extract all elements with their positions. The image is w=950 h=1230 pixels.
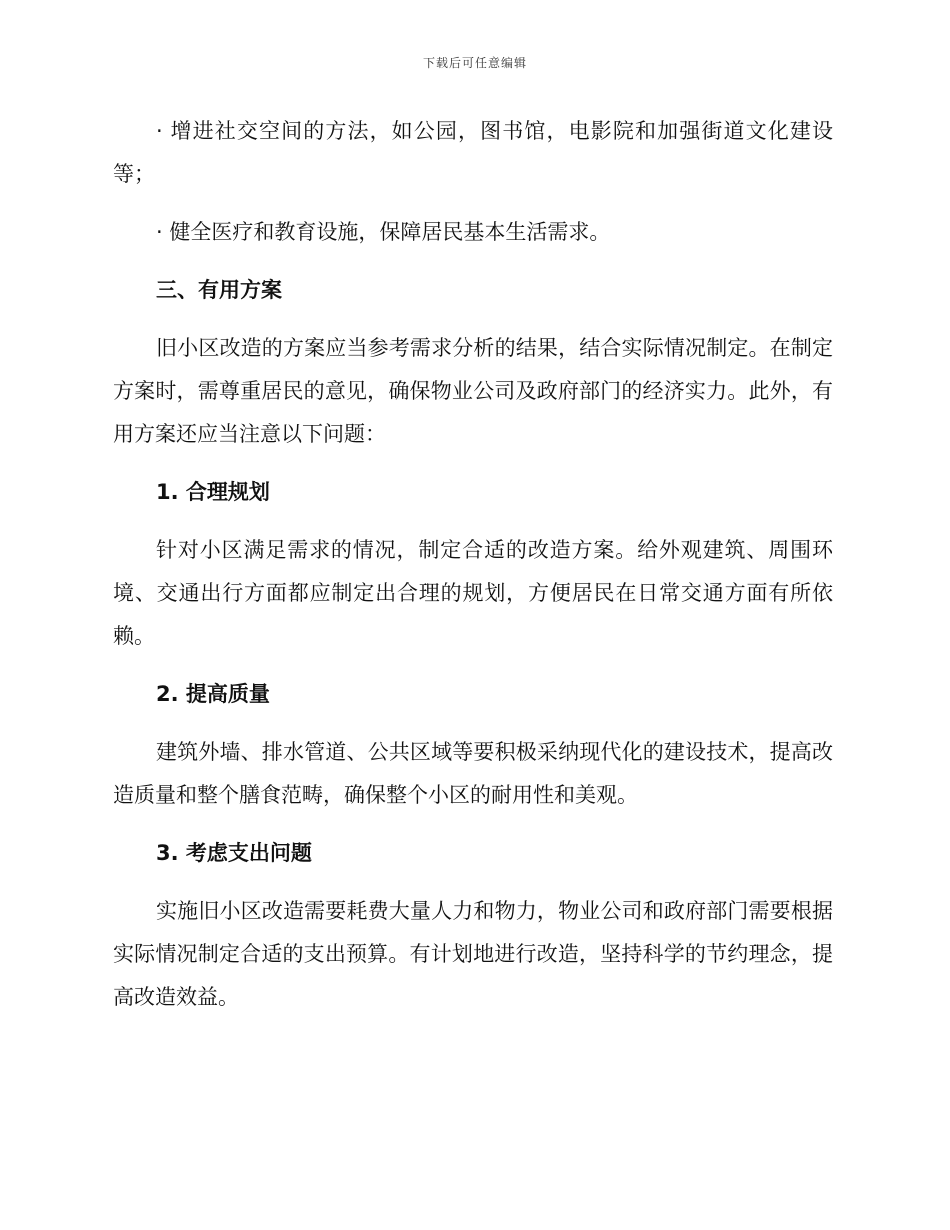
section-heading-plan: 三、有用方案 (156, 278, 282, 302)
subheading-planning: 1. 合理规划 (156, 480, 270, 504)
paragraph-quality: 建筑外墙、排水管道、公共区域等要积极采纳现代化的建设技术，提高改造质量和整个膳食范畴，确保整个小区的耐用性和美观。 (113, 740, 833, 807)
bullet-medical-education: · 健全医疗和教育设施，保障居民基本生活需求。 (156, 220, 611, 244)
bullet-social-space: · 增进社交空间的方法，如公园，图书馆，电影院和加强街道文化建设等； (113, 119, 833, 186)
paragraph-planning: 针对小区满足需求的情况，制定合适的改造方案。给外观建筑、周围环境、交通出行方面都应制定出合理的规划，方便居民在日常交通方面有所依赖。 (113, 538, 833, 648)
paragraph-plan-intro: 旧小区改造的方案应当参考需求分析的结果，结合实际情况制定。在制定方案时，需尊重居民的意见，确保物业公司及政府部门的经济实力。此外，有用方案还应当注意以下问题： (113, 336, 833, 446)
document-body (113, 110, 833, 1034)
subheading-expenditure: 3. 考虑支出问题 (156, 841, 312, 865)
paragraph-expenditure: 实施旧小区改造需要耗费大量人力和物力，物业公司和政府部门需要根据实际情况制定合适的支出预算。有计划地进行改造，坚持科学的节约理念，提高改造效益。 (113, 899, 833, 1009)
subheading-quality: 2. 提高质量 (156, 682, 270, 706)
page-header: 下载后可任意编辑 (422, 56, 527, 70)
